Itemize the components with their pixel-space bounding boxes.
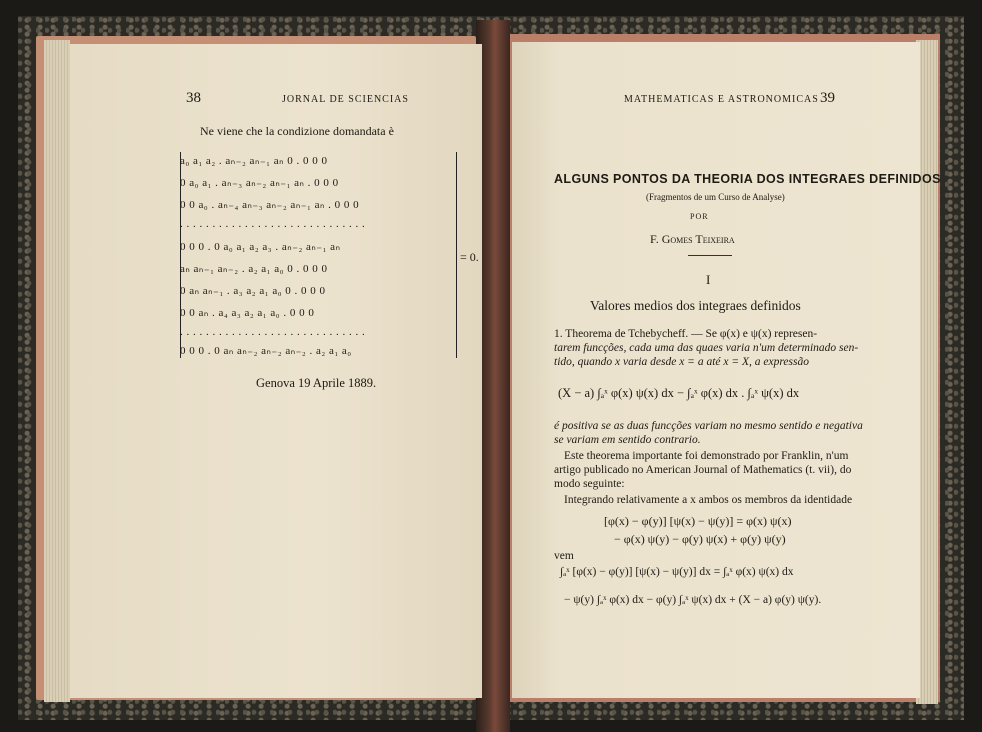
signoff-date: Genova 19 Aprile 1889. — [256, 376, 377, 390]
running-head: MATHEMATICAS E ASTRONOMICAS — [624, 94, 819, 105]
franklin-line: Este theorema importante foi demonstrado por Franklin, n'um — [564, 450, 849, 462]
author-name: F. Gomes Teixeira — [650, 232, 735, 246]
determinant-row: 0 a₀ a₁ . aₙ₋₃ aₙ₋₂ aₙ₋₁ aₙ . 0 0 0 — [180, 177, 339, 189]
determinant-row: 0 aₙ aₙ₋₁ . a₃ a₂ a₁ a₀ 0 . 0 0 0 — [180, 285, 326, 297]
identity-line-1: [φ(x) − φ(y)] [ψ(x) − ψ(y)] = φ(x) ψ(x) — [604, 514, 792, 528]
determinant-right-bar — [456, 152, 457, 358]
formula-tchebycheff: (X − a) ∫ₐˣ φ(x) ψ(x) dx − ∫ₐˣ φ(x) dx . ∫ₐˣ ψ(x) dx — [558, 386, 800, 400]
result-line-1: ∫ₐˣ [φ(x) − φ(y)] [ψ(x) − ψ(y)] dx = ∫ₐˣ φ(x) ψ(x) dx — [560, 566, 794, 578]
equals-zero: = 0. — [460, 250, 479, 264]
page-number: 38 — [186, 90, 201, 106]
theorem-line: 1. Theorema de Tchebycheff. — Se φ(x) e ψ(x) represen- — [554, 328, 818, 340]
article-subtitle: (Fragmentos de um Curso de Analyse) — [646, 192, 785, 202]
determinant-row: aₙ aₙ₋₁ aₙ₋₂ . a₂ a₁ a₀ 0 . 0 0 0 — [180, 263, 328, 275]
positive-line: se variam em sentido contrario. — [554, 434, 701, 446]
right-page — [512, 42, 941, 698]
determinant-row: 0 0 0 . 0 aₙ aₙ₋₂ aₙ₋₂ aₙ₋₂ . a₂ a₁ a₀ — [180, 345, 352, 357]
identity-line-2: − φ(x) ψ(y) − φ(y) ψ(x) + φ(y) ψ(y) — [614, 532, 786, 546]
positive-line: é positiva se as duas funcções variam no mesmo sentido e negativa — [554, 420, 863, 432]
section-title: Valores medios dos integraes definidos — [590, 298, 801, 313]
determinant-row: a₀ a₁ a₂ . aₙ₋₂ aₙ₋₁ aₙ 0 . 0 0 0 — [180, 155, 328, 167]
left-page-edges — [44, 40, 70, 702]
determinant-row: 0 0 0 . 0 a₀ a₁ a₂ a₃ . aₙ₋₂ aₙ₋₁ aₙ — [180, 241, 341, 253]
franklin-line: modo seguinte: — [554, 478, 625, 490]
title-rule — [688, 255, 732, 256]
article-title: ALGUNS PONTOS DA THEORIA DOS INTEGRAES DEFINIDOS — [554, 172, 941, 186]
integrando-line: Integrando relativamente a x ambos os membros da identidade — [564, 494, 853, 506]
franklin-line: artigo publicado no American Journal of Mathematics (t. vii), do — [554, 464, 852, 476]
determinant-row: 0 0 aₙ . a₄ a₃ a₂ a₁ a₀ . 0 0 0 — [180, 307, 315, 319]
result-line-2: − ψ(y) ∫ₐˣ φ(x) dx − φ(y) ∫ₐˣ ψ(x) dx + (X − a) φ(y) ψ(y). — [564, 594, 822, 606]
section-numeral: I — [706, 272, 711, 287]
vem-word: vem — [554, 550, 574, 562]
intro-text: Ne viene che la condizione domandata è — [200, 124, 394, 138]
page-number: 39 — [820, 90, 835, 106]
determinant-row: . . . . . . . . . . . . . . . . . . . . . . . . . . . . . — [180, 326, 366, 338]
left-page — [70, 44, 482, 698]
running-head: JORNAL DE SCIENCIAS — [282, 94, 409, 105]
byline-por: POR — [690, 212, 709, 221]
theorem-line: tarem funcções, cada uma das quaes varia n'um determinado sen- — [554, 342, 859, 354]
determinant-row: 0 0 a₀ . aₙ₋₄ aₙ₋₃ aₙ₋₂ aₙ₋₁ aₙ . 0 0 0 — [180, 199, 360, 211]
theorem-line: tido, quando x varia desde x = a até x = X, a expressão — [554, 356, 809, 368]
determinant-row: . . . . . . . . . . . . . . . . . . . . . . . . . . . . . — [180, 218, 366, 230]
